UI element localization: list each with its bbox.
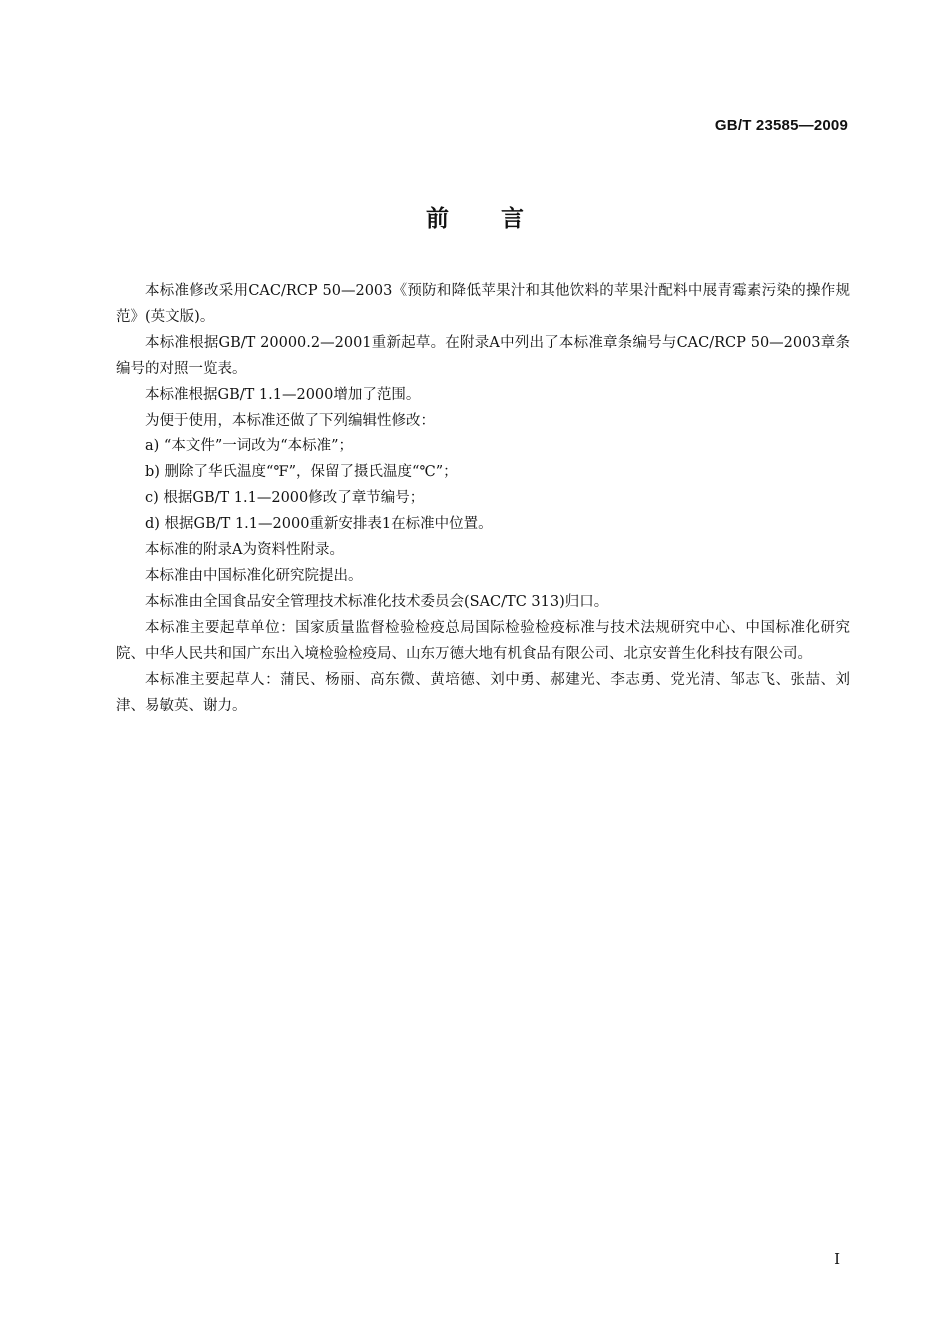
body-text bbox=[116, 279, 850, 719]
paragraph-annex: 本标准的附录A为资料性附录。 bbox=[145, 542, 344, 559]
paragraph-editorial-intro: 为便于使用，本标准还做了下列编辑性修改： bbox=[145, 412, 435, 429]
paragraph-proposer: 本标准由中国标准化研究院提出。 bbox=[145, 567, 363, 584]
list-item-a: a) “本文件”一词改为“本标准”； bbox=[145, 438, 354, 455]
paragraph-drafting-units: 本标准主要起草单位：国家质量监督检验检疫总局国际检验检疫标准与技术法规研究中心、中国标准化研究院、中华人民共和国广东出入境检验检疫局、山东万德大地有机食品有限公司、北京安普生化科技有限公司。 bbox=[116, 619, 850, 662]
list-item-c: c) 根据GB/T 1.1—2000修改了章节编号； bbox=[145, 490, 425, 507]
paragraph-drafters: 本标准主要起草人：蒲民、杨丽、高东微、黄培德、刘中勇、郝建光、李志勇、党光清、邹志飞、张喆、刘津、易敏英、谢力。 bbox=[116, 671, 850, 714]
document-code: GB/T 23585—2009 bbox=[714, 117, 848, 134]
page-number: I bbox=[834, 1250, 840, 1268]
paragraph-scope: 本标准根据GB/T 1.1—2000增加了范围。 bbox=[145, 386, 421, 403]
paragraph-committee: 本标准由全国食品安全管理技术标准化技术委员会(SAC/TC 313)归口。 bbox=[145, 593, 609, 610]
paragraph-adoption: 本标准修改采用CAC/RCP 50—2003《预防和降低苹果汁和其他饮料的苹果汁配料中展青霉素污染的操作规范》(英文版)。 bbox=[116, 283, 850, 325]
list-item-d: d) 根据GB/T 1.1—2000重新安排表1在标准中位置。 bbox=[145, 516, 493, 533]
list-item-b: b) 删除了华氏温度“℉”，保留了摄氏温度“℃”； bbox=[145, 464, 458, 481]
page-title: 前言 bbox=[426, 206, 576, 232]
paragraph-redrafting: 本标准根据GB/T 20000.2—2001重新起草。在附录A中列出了本标准章条编号与CAC/RCP 50—2003章条编号的对照一览表。 bbox=[116, 334, 850, 377]
